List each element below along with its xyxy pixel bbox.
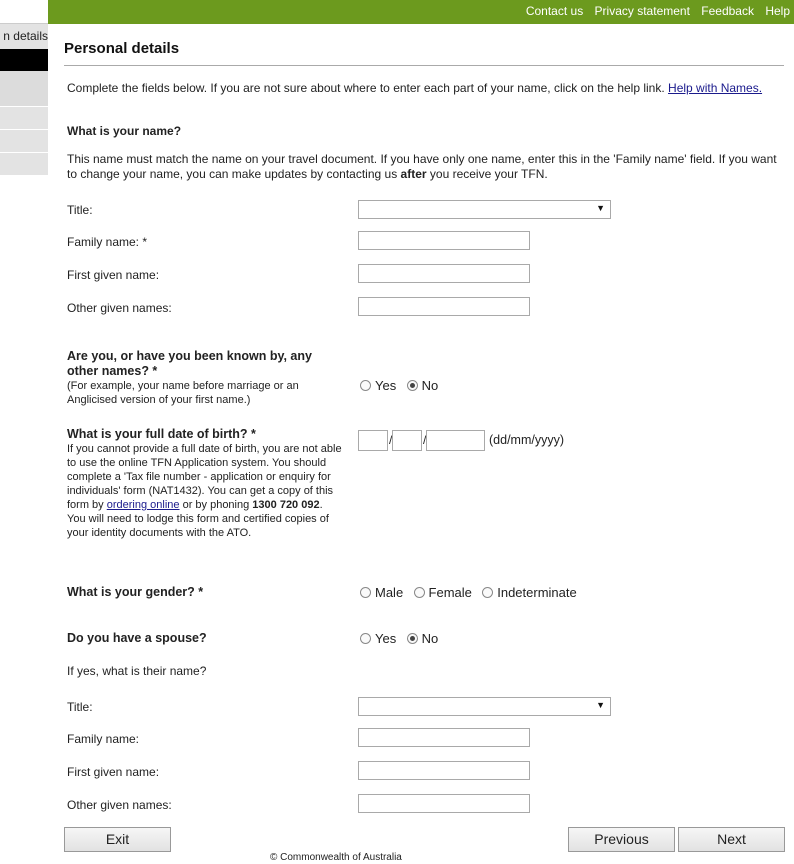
spouse-yes-label: Yes [375,631,397,646]
top-bar [0,0,794,24]
dob-block [67,427,343,540]
sidebar [0,24,48,176]
intro-text [67,81,782,96]
dob-separator-1: / [389,433,393,447]
other-names-hint: (For example, your name before marriage or an Anglicised version of your first name.) [67,380,299,406]
spouse-other-given-names-label: Other given names: [67,798,172,812]
feedback-link[interactable]: Feedback [701,4,754,18]
dob-help-1: If you cannot provide a full date of birth, you are not able to use the online TFN Application system. You should complete a 'Tax file number - application or enquiry for individuals' form (NAT1432). You can get a copy of this form by [67,443,342,511]
name-heading: What is your name? [67,124,182,138]
spouse-followup: If yes, what is their name? [67,664,207,678]
spouse-title-label: Title: [67,700,93,714]
privacy-statement-link[interactable]: Privacy statement [594,4,690,18]
spouse-family-name-input[interactable] [358,728,530,747]
intro-body: Complete the fields below. If you are not sure about where to enter each part of your name, click on the help link. [67,81,665,95]
dob-year-input[interactable] [426,430,485,451]
gender-indeterminate-label: Indeterminate [497,585,577,600]
other-given-names-label: Other given names: [67,301,172,315]
sidebar-item-3[interactable] [0,107,48,130]
dob-help-2: or by phoning [179,499,253,511]
ordering-online-link[interactable]: ordering online [106,499,180,511]
dob-separator-2: / [423,433,427,447]
exit-button[interactable]: Exit [64,827,171,852]
top-bar-left-spacer [0,0,48,24]
sidebar-item-2[interactable] [0,71,48,107]
help-with-names-link[interactable]: Help with Names. [668,81,763,95]
sidebar-item-5[interactable] [0,153,48,176]
spouse-no-label: No [421,631,439,646]
dob-help-3: . You will need to lodge this form and certified copies of your identity documents with the ATO. [67,499,329,539]
gender-indeterminate-radio[interactable] [482,587,493,598]
title-select[interactable] [358,200,611,219]
gender-question: What is your gender? * [67,585,204,599]
first-given-name-label: First given name: [67,268,160,282]
chevron-down-icon: ▼ [596,700,605,710]
dob-help-phone: 1300 720 092 [252,499,320,511]
copyright-footer: © Commonwealth of Australia [270,852,402,863]
name-note-pre: This name must match the name on your travel document. If you have only one name, enter this in the 'Family name' field. If you want to change your name, you can make updates by contacting us [67,152,777,181]
spouse-title-select[interactable] [358,697,611,716]
spouse-family-name-label: Family name: [67,732,140,746]
gender-female-radio[interactable] [414,587,425,598]
spouse-yes-radio[interactable] [360,633,371,644]
chevron-down-icon: ▼ [596,203,605,213]
dob-help [67,442,343,540]
first-given-name-input[interactable] [358,264,530,283]
page-title: Personal details [64,40,180,57]
spouse-question: Do you have a spouse? [67,631,207,645]
name-note-bold: after [400,167,427,181]
other-names-question-block [67,349,329,407]
family-name-input[interactable] [358,231,530,250]
gender-male-radio[interactable] [360,587,371,598]
name-note [67,152,785,182]
family-name-label: Family name: * [67,235,148,249]
dob-format-hint: (dd/mm/yyyy) [489,433,564,447]
spouse-no-radio[interactable] [407,633,418,644]
spouse-other-given-names-input[interactable] [358,794,530,813]
other-names-yes-label: Yes [375,378,397,393]
other-names-no-radio[interactable] [407,380,418,391]
dob-month-input[interactable] [392,430,422,451]
dob-question: What is your full date of birth? * [67,427,256,441]
other-names-question: Are you, or have you been known by, any other names? * [67,349,312,378]
previous-button[interactable]: Previous [568,827,675,852]
help-link[interactable]: Help [765,4,790,18]
spouse-radio-group [360,631,445,646]
contact-us-link[interactable]: Contact us [525,4,584,18]
spouse-first-given-name-input[interactable] [358,761,530,780]
gender-radio-group [360,585,584,600]
other-names-yes-radio[interactable] [360,380,371,391]
sidebar-active-indicator [0,49,48,71]
name-note-post: you receive your TFN. [426,167,548,181]
top-links [518,4,790,18]
gender-male-label: Male [375,585,404,600]
title-label: Title: [67,203,93,217]
title-divider [64,65,784,66]
other-names-no-label: No [421,378,439,393]
sidebar-item-4[interactable] [0,130,48,153]
gender-female-label: Female [428,585,472,600]
other-given-names-input[interactable] [358,297,530,316]
other-names-radio-group [360,378,445,393]
sidebar-item-personal-details[interactable]: n details [0,24,48,49]
dob-day-input[interactable] [358,430,388,451]
spouse-first-given-name-label: First given name: [67,765,160,779]
next-button[interactable]: Next [678,827,785,852]
